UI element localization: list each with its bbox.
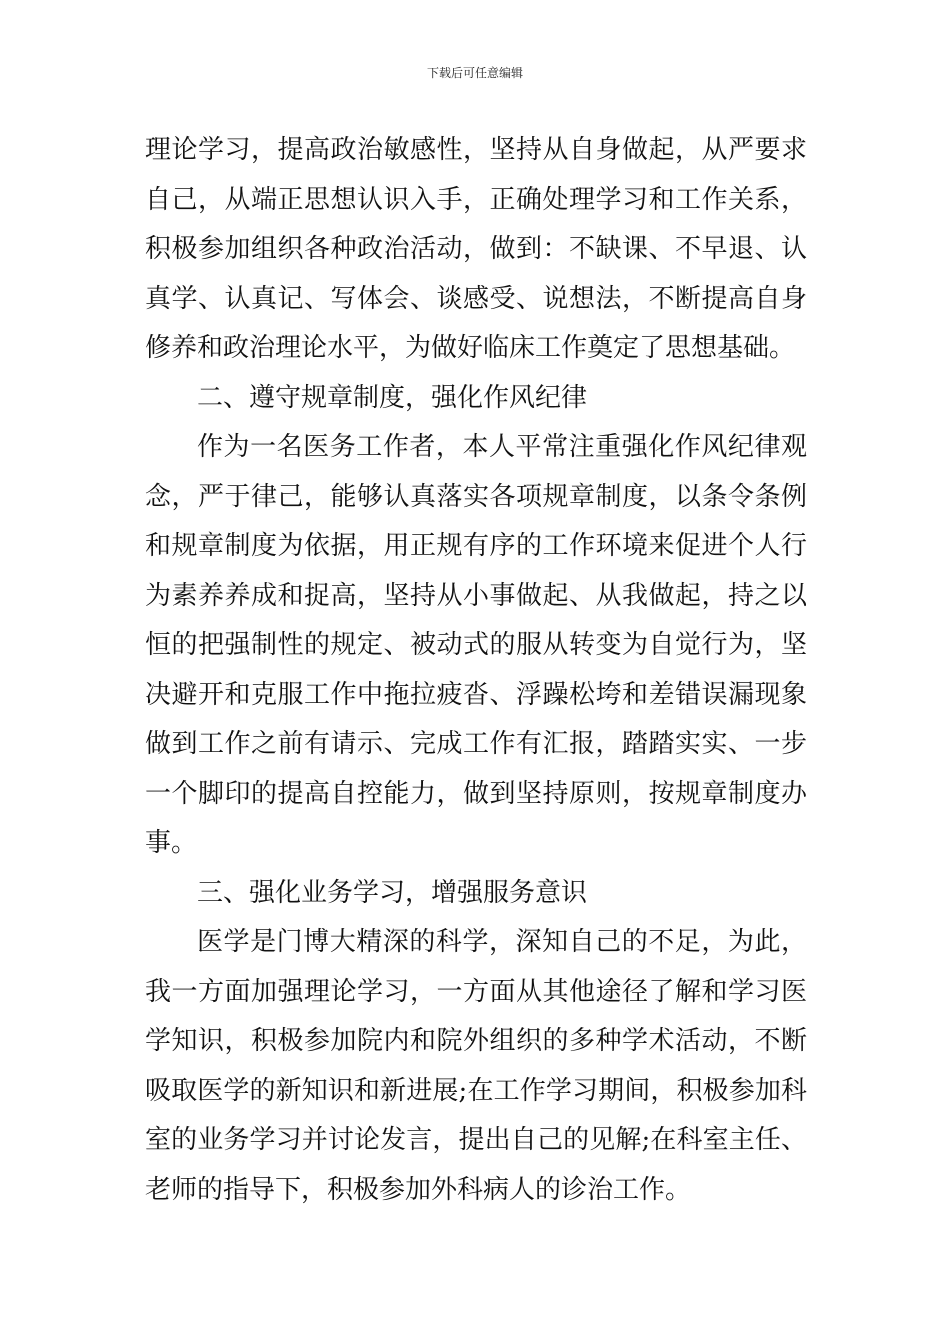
text-line: 事。 [145,828,198,858]
text-line: 我一方面加强理论学习，一方面从其他途径了解和学习医 [145,976,807,1007]
section-heading: 三、强化业务学习，增强服务意识 [197,877,588,908]
text-line: 一个脚印的提高自控能力，做到坚持原则，按规章制度办 [145,778,807,809]
text-line: 和规章制度为依据，用正规有序的工作环境来促进个人行 [145,531,807,561]
text-line: 念，严于律己，能够认真落实各项规章制度，以条令条例 [145,481,807,512]
text-line: 积极参加组织各种政治活动，做到：不缺课、不早退、认 [145,234,807,264]
text-line: 吸取医学的新知识和新进展;在工作学习期间，积极参加科 [145,1075,807,1106]
text-line: 自己，从端正思想认识入手，正确处理学习和工作关系， [145,184,807,215]
page-header: 下载后可任意编辑 [426,66,523,80]
text-line: 作为一名医务工作者，本人平常注重强化作风纪律观 [197,432,807,462]
text-line: 室的业务学习并讨论发言，提出自己的见解;在科室主任、 [145,1125,807,1155]
text-line: 真学、认真记、写体会、谈感受、说想法，不断提高自身 [145,283,807,314]
text-line: 老师的指导下，积极参加外科病人的诊治工作。 [145,1174,692,1205]
document-body [145,126,807,1215]
text-line: 医学是门博大精深的科学，深知自己的不足，为此， [197,927,807,957]
text-line: 恒的把强制性的规定、被动式的服从转变为自觉行为，坚 [145,630,807,660]
text-line: 做到工作之前有请示、完成工作有汇报，踏踏实实、一步 [145,729,807,759]
text-line: 决避开和克服工作中拖拉疲沓、浮躁松垮和差错误漏现象 [145,679,807,710]
text-line: 为素养养成和捉高，坚持从小事做起、从我做起，持之以 [145,580,807,611]
text-line: 修养和政治理论水平，为做好临床工作奠定了思想基础。 [145,333,796,363]
text-line: 学知识，积极参加院内和院外组织的多种学术活动，不断 [145,1026,807,1056]
text-line: 理论学习，提高政治敏感性，坚持从自身做起，从严要求 [145,135,807,165]
section-heading: 二、遵守规章制度，强化作风纪律 [197,382,588,413]
